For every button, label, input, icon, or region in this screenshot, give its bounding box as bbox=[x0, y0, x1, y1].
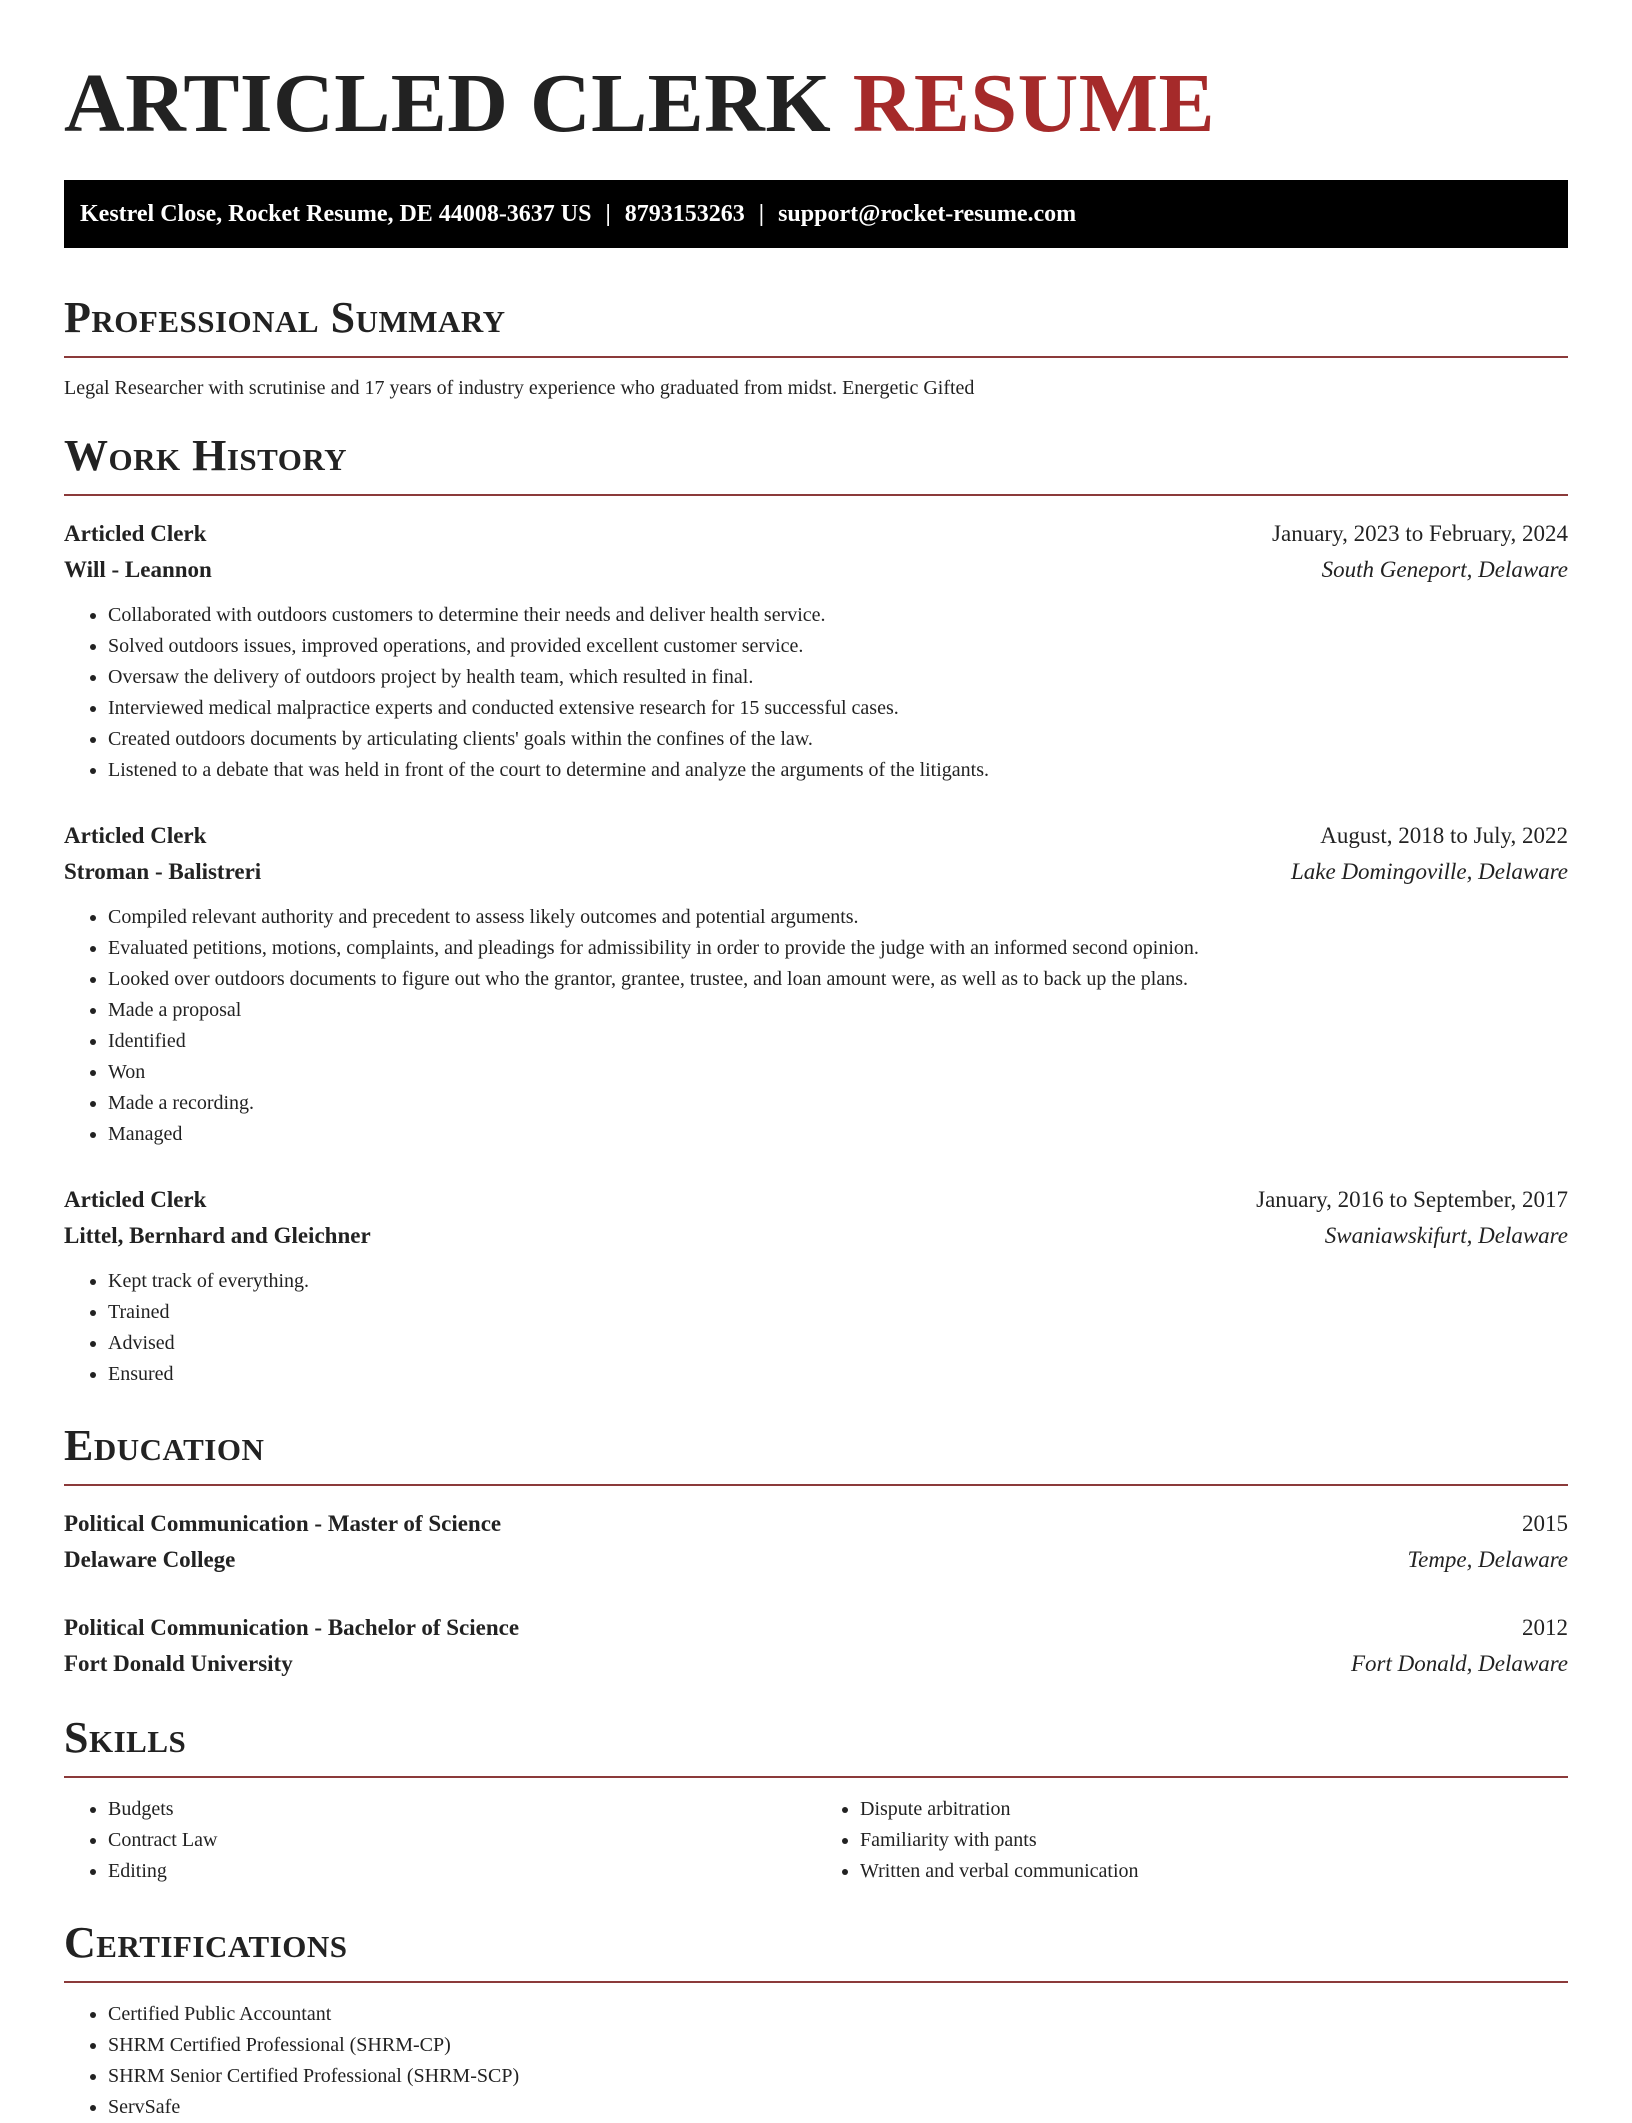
job-title: Articled Clerk bbox=[64, 1187, 207, 1212]
section-divider bbox=[64, 1484, 1568, 1486]
job-company: Will - Leannon bbox=[64, 557, 212, 582]
contact-bar bbox=[64, 180, 1568, 248]
list-item: • Dispute arbitration bbox=[860, 1794, 1568, 1825]
education-degree: Political Communication - Master of Science bbox=[64, 1511, 502, 1536]
contact-separator: | bbox=[758, 201, 765, 227]
work-heading: Work History bbox=[64, 431, 348, 480]
job-bullets bbox=[64, 902, 1568, 1150]
list-item: • Kept track of everything. bbox=[108, 1266, 1568, 1297]
education-degree: Political Communication - Bachelor of Science bbox=[64, 1615, 520, 1640]
list-item: • Oversaw the delivery of outdoors project by health team, which resulted in final. bbox=[108, 662, 1568, 693]
education-entry bbox=[64, 1610, 1568, 1682]
job-entry bbox=[64, 1182, 1568, 1390]
education-school: Delaware College bbox=[64, 1547, 236, 1572]
education-location: Fort Donald, Delaware bbox=[1351, 1651, 1568, 1676]
list-item: • Familiarity with pants bbox=[860, 1825, 1568, 1856]
skills-section bbox=[64, 1712, 1568, 1887]
certifications-heading: Certifications bbox=[64, 1918, 348, 1967]
list-item: • ServSafe bbox=[108, 2092, 1568, 2123]
summary-text: Legal Researcher with scrutinise and 17 years of industry experience who graduated from midst. Energetic Gifted bbox=[64, 377, 975, 399]
contact-email: support@rocket-resume.com bbox=[778, 201, 1077, 227]
list-item: • Looked over outdoors documents to figure out who the grantor, grantee, trustee, and loan amount were, as well as to back up the plans. bbox=[108, 964, 1568, 995]
job-dates: January, 2016 to September, 2017 bbox=[1256, 1187, 1568, 1212]
education-section bbox=[64, 1420, 1568, 1682]
section-divider bbox=[64, 494, 1568, 496]
list-item: • Evaluated petitions, motions, complaints, and pleadings for admissibility in order to provide the judge with an informed second opinion. bbox=[108, 933, 1568, 964]
job-title: Articled Clerk bbox=[64, 823, 207, 848]
list-item: • Made a proposal bbox=[108, 995, 1568, 1026]
contact-phone: 8793153263 bbox=[624, 201, 745, 227]
skills-grid bbox=[64, 1794, 1568, 1887]
list-item: • Identified bbox=[108, 1026, 1568, 1057]
job-bullets bbox=[64, 1266, 1568, 1390]
list-item: • Collaborated with outdoors customers to determine their needs and deliver health service. bbox=[108, 600, 1568, 631]
list-item: • Editing bbox=[108, 1856, 816, 1887]
title-accent: RESUME bbox=[852, 57, 1216, 150]
list-item: • Ensured bbox=[108, 1359, 1568, 1390]
list-item: • Managed bbox=[108, 1119, 1568, 1150]
list-item: • Made a recording. bbox=[108, 1088, 1568, 1119]
job-dates: August, 2018 to July, 2022 bbox=[1320, 823, 1568, 848]
job-location: South Geneport, Delaware bbox=[1321, 557, 1568, 582]
skills-list-right bbox=[816, 1794, 1568, 1887]
summary-heading: Professional Summary bbox=[64, 293, 506, 342]
contact-address: Kestrel Close, Rocket Resume, DE 44008-3637 US bbox=[80, 201, 592, 227]
list-item: • Trained bbox=[108, 1297, 1568, 1328]
skills-heading: Skills bbox=[64, 1713, 187, 1762]
job-entry bbox=[64, 516, 1568, 786]
list-item: • Won bbox=[108, 1057, 1568, 1088]
job-bullets bbox=[64, 600, 1568, 786]
work-section bbox=[64, 430, 1568, 1390]
list-item: • Created outdoors documents by articulating clients' goals within the confines of the law. bbox=[108, 724, 1568, 755]
job-entry bbox=[64, 818, 1568, 1150]
list-item: • Budgets bbox=[108, 1794, 816, 1825]
section-divider bbox=[64, 356, 1568, 358]
job-dates: January, 2023 to February, 2024 bbox=[1272, 521, 1568, 546]
section-divider bbox=[64, 1981, 1568, 1983]
section-divider bbox=[64, 1776, 1568, 1778]
job-company: Littel, Bernhard and Gleichner bbox=[64, 1223, 371, 1248]
job-title: Articled Clerk bbox=[64, 521, 207, 546]
education-entry bbox=[64, 1506, 1568, 1578]
skills-list-left bbox=[64, 1794, 816, 1887]
education-year: 2012 bbox=[1522, 1615, 1568, 1640]
contact-separator: | bbox=[605, 201, 611, 227]
resume-title bbox=[64, 0, 1568, 152]
job-company: Stroman - Balistreri bbox=[64, 859, 262, 884]
education-heading: Education bbox=[64, 1421, 265, 1470]
list-item: • Interviewed medical malpractice experts and conducted extensive research for 15 successful cases. bbox=[108, 693, 1568, 724]
certifications-list bbox=[64, 1999, 1568, 2123]
list-item: • Contract Law bbox=[108, 1825, 816, 1856]
list-item: • Advised bbox=[108, 1328, 1568, 1359]
list-item: • Written and verbal communication bbox=[860, 1856, 1568, 1887]
list-item: • Compiled relevant authority and precedent to assess likely outcomes and potential arguments. bbox=[108, 902, 1568, 933]
education-year: 2015 bbox=[1522, 1511, 1568, 1536]
list-item: • SHRM Senior Certified Professional (SHRM-SCP) bbox=[108, 2061, 1568, 2092]
title-main: ARTICLED CLERK bbox=[64, 57, 832, 150]
list-item: • SHRM Certified Professional (SHRM-CP) bbox=[108, 2030, 1568, 2061]
list-item: • Listened to a debate that was held in front of the court to determine and analyze the arguments of the litigants. bbox=[108, 755, 1568, 786]
education-school: Fort Donald University bbox=[64, 1651, 293, 1676]
certifications-section bbox=[64, 1917, 1568, 2123]
summary-section bbox=[64, 292, 1568, 402]
list-item: • Solved outdoors issues, improved operations, and provided excellent customer service. bbox=[108, 631, 1568, 662]
job-location: Swaniawskifurt, Delaware bbox=[1324, 1223, 1568, 1248]
list-item: • Certified Public Accountant bbox=[108, 1999, 1568, 2030]
education-location: Tempe, Delaware bbox=[1407, 1547, 1568, 1572]
job-location: Lake Domingoville, Delaware bbox=[1290, 859, 1568, 884]
